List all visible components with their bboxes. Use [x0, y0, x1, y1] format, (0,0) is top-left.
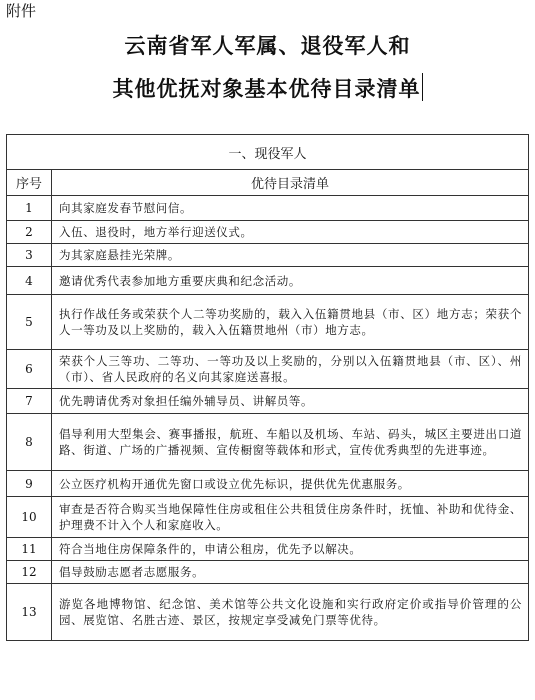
row-number: 13 [7, 584, 52, 641]
section-header-row [7, 135, 529, 170]
row-item-text: 入伍、退役时，地方举行迎送仪式。 [52, 221, 529, 244]
row-item-text: 执行作战任务或荣获个人二等功奖励的，载入入伍籍贯地县（市、区）地方志；荣获个人一等功及以上奖励的，载入入伍籍贯地州（市）地方志。 [52, 295, 529, 350]
table-row [7, 267, 529, 295]
row-item-text: 荣获个人三等功、二等功、一等功及以上奖励的，分别以入伍籍贯地县（市、区）、州（市）、省人民政府的名义向其家庭送喜报。 [52, 350, 529, 389]
table-row [7, 295, 529, 350]
table-row [7, 350, 529, 389]
table-row [7, 471, 529, 497]
table-row [7, 244, 529, 267]
row-item-text: 公立医疗机构开通优先窗口或设立优先标识，提供优先优惠服务。 [52, 471, 529, 497]
row-item-text: 游览各地博物馆、纪念馆、美术馆等公共文化设施和实行政府定价或指导价管理的公园、展览馆、名胜古迹、景区，按规定享受减免门票等优待。 [52, 584, 529, 641]
row-number: 4 [7, 267, 52, 295]
column-header-row [7, 170, 529, 196]
row-number: 9 [7, 471, 52, 497]
row-number: 6 [7, 350, 52, 389]
section-title: 一、现役军人 [7, 135, 529, 170]
benefits-table [6, 134, 529, 641]
table-row [7, 221, 529, 244]
table-row [7, 538, 529, 561]
row-number: 7 [7, 389, 52, 414]
row-item-text: 倡导利用大型集会、赛事播报，航班、车船以及机场、车站、码头，城区主要进出口道路、街道、广场的广播视频、宣传橱窗等载体和形式，宣传优秀典型的先进事迹。 [52, 414, 529, 471]
row-number: 2 [7, 221, 52, 244]
table-row [7, 389, 529, 414]
table-row [7, 414, 529, 471]
table-row [7, 497, 529, 538]
text-cursor [422, 73, 423, 101]
row-number: 12 [7, 561, 52, 584]
table-row [7, 561, 529, 584]
column-header-item: 优待目录清单 [52, 170, 529, 196]
row-number: 11 [7, 538, 52, 561]
row-item-text: 向其家庭发春节慰问信。 [52, 196, 529, 221]
document-title-line-2 [0, 73, 535, 102]
row-number: 5 [7, 295, 52, 350]
row-number: 3 [7, 244, 52, 267]
row-item-text: 审查是否符合购买当地保障性住房或租住公共租赁住房条件时，抚恤、补助和优待金、护理费不计入个人和家庭收入。 [52, 497, 529, 538]
row-item-text: 邀请优秀代表参加地方重要庆典和纪念活动。 [52, 267, 529, 295]
table-row [7, 196, 529, 221]
row-number: 1 [7, 196, 52, 221]
row-item-text: 为其家庭悬挂光荣牌。 [52, 244, 529, 267]
attachment-label: 附件 [6, 2, 37, 20]
row-number: 8 [7, 414, 52, 471]
row-item-text: 优先聘请优秀对象担任编外辅导员、讲解员等。 [52, 389, 529, 414]
row-item-text: 倡导鼓励志愿者志愿服务。 [52, 561, 529, 584]
column-header-number: 序号 [7, 170, 52, 196]
document-title-line-1: 云南省军人军属、退役军人和 [124, 33, 411, 58]
row-item-text: 符合当地住房保障条件的，申请公租房，优先予以解决。 [52, 538, 529, 561]
document-title-line-2-text: 其他优抚对象基本优待目录清单 [112, 76, 421, 101]
row-number: 10 [7, 497, 52, 538]
table-row [7, 584, 529, 641]
